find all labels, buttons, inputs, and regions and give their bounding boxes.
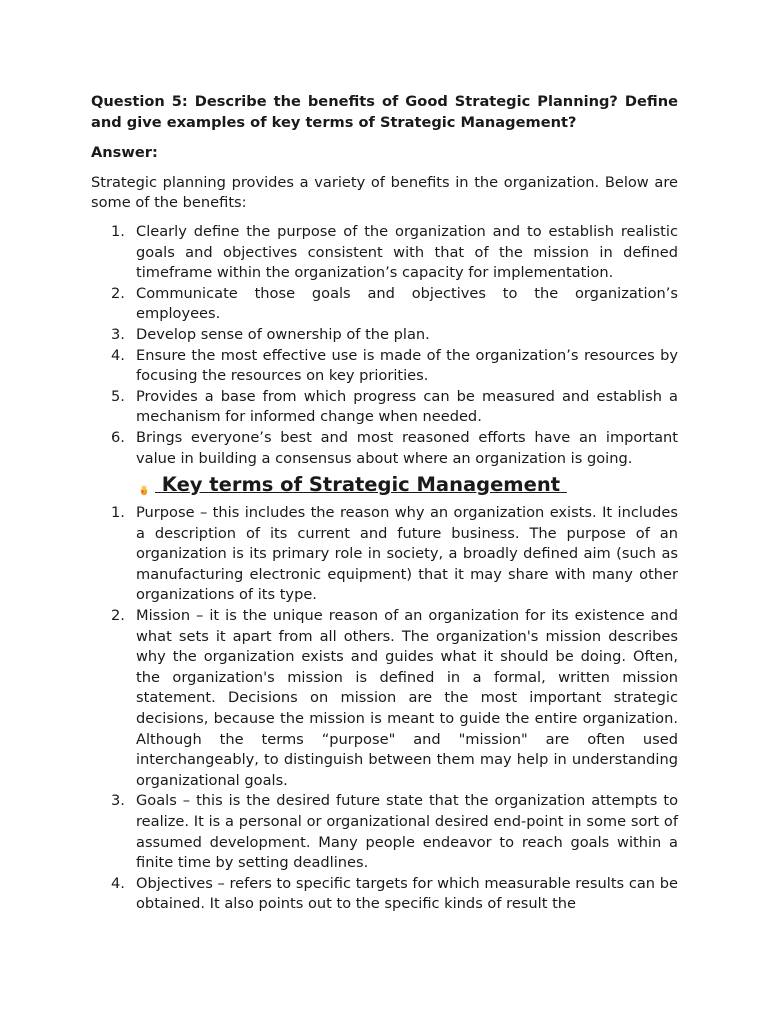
list-number: 6. [111, 428, 125, 446]
answer-label: Answer: [91, 144, 158, 162]
benefit-item [91, 387, 678, 428]
term-text: Mission – it is the unique reason of an organization for its existence and what sets it apart from all others. The organization's mission describes why the organization exists and guides what it should be doing. Often, the organization's mission is defined in a formal, written mission statement. Decisions on mission are the most important strategic decisions, because the mission is meant to guide the entire organization. Although the terms “purpose" and "mission" are often used interchangeably, to distinguish between them may help in understanding organizational goals. [136, 607, 678, 789]
benefit-text: Ensure the most effective use is made of the organization’s resources by focusing the resources on key priorities. [136, 346, 678, 385]
benefit-text: Communicate those goals and objectives to the organization’s employees. [136, 284, 678, 323]
list-number: 4. [111, 346, 125, 364]
benefits-list [91, 222, 678, 469]
key-terms-heading [155, 473, 567, 497]
sparkle-bullet-icon [137, 483, 151, 497]
list-number: 4. [111, 874, 125, 892]
benefit-item [91, 428, 678, 469]
question-text: Question 5: Describe the benefits of Good Strategic Planning? Define and give examples of key terms of Strategic Management? [91, 93, 678, 131]
list-number: 1. [111, 504, 125, 522]
key-terms-heading-text: Key terms of Strategic Management [161, 473, 561, 497]
key-terms-heading-row [137, 469, 678, 497]
term-text: Goals – this is the desired future state that the organization attempts to realize. It is a personal or organizational desired end-point in some sort of assumed development. Many people endeavor to reach goals within a finite time by setting deadlines. [136, 792, 678, 872]
term-item [91, 503, 678, 606]
list-number: 3. [111, 792, 125, 810]
term-item [91, 606, 678, 791]
benefit-text: Develop sense of ownership of the plan. [136, 325, 430, 343]
term-item [91, 874, 678, 915]
list-number: 1. [111, 222, 125, 240]
list-number: 2. [111, 284, 125, 302]
benefit-item [91, 346, 678, 387]
list-number: 5. [111, 387, 125, 405]
benefit-item [91, 325, 678, 346]
list-number: 2. [111, 607, 125, 625]
document-content [91, 92, 678, 915]
benefit-text: Provides a base from which progress can be measured and establish a mechanism for informed change when needed. [136, 387, 678, 426]
benefit-text: Clearly define the purpose of the organization and to establish realistic goals and objectives consistent with that of the mission in defined timeframe within the organization’s capacity for implementation. [136, 222, 678, 282]
intro-paragraph: Strategic planning provides a variety of benefits in the organization. Below are some of the benefits: [91, 173, 678, 212]
key-terms-list [91, 503, 678, 915]
list-number: 3. [111, 325, 125, 343]
benefit-text: Brings everyone’s best and most reasoned efforts have an important value in building a consensus about where an organization is going. [136, 428, 678, 467]
term-text: Objectives – refers to specific targets for which measurable results can be obtained. It also points out to the specific kinds of result the [136, 874, 678, 913]
benefit-item [91, 284, 678, 325]
term-text: Purpose – this includes the reason why an organization exists. It includes a description of its current and future business. The purpose of an organization is its primary role in society, a broadly defined aim (such as manufacturing electronic equipment) that it may share with many other organizations of its type. [136, 504, 678, 604]
term-item [91, 791, 678, 873]
benefit-item [91, 222, 678, 284]
